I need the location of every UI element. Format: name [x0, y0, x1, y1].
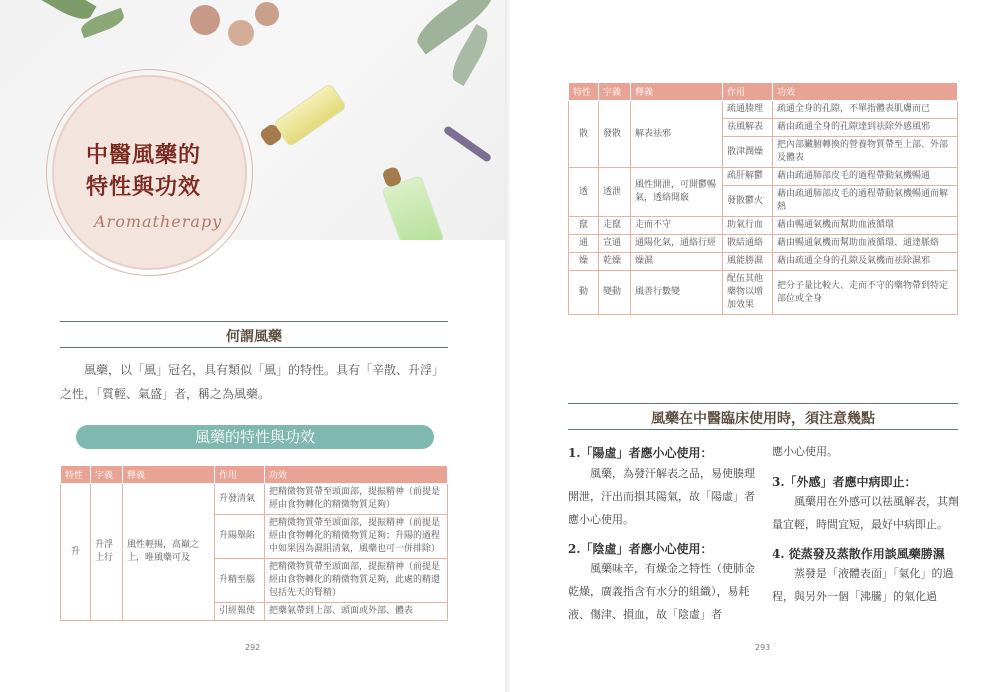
item-2-title: 2.「陰虛」者應小心使用： [568, 542, 713, 556]
section-pill-heading: 風藥的特性與功效 [76, 425, 434, 449]
item-2-continued: 應小心使用。 [772, 445, 838, 458]
script-subtitle: Aromatherapy [94, 212, 223, 231]
meaning-cell: 發散 [599, 101, 631, 168]
meaning-cell: 變動 [599, 271, 631, 315]
table-row [569, 101, 958, 119]
wind-herb-table-left [60, 465, 448, 621]
meaning-cell: 乾燥 [599, 253, 631, 271]
chapter-title-line2: 特性與功效 [86, 174, 202, 200]
explain-cell: 燥濕 [631, 253, 723, 271]
col-header: 釋義 [123, 466, 215, 484]
effect-cell: 把內部臟腑轉換的營養物質帶至上部、外部及體表 [773, 137, 958, 168]
effect-cell: 疏通全身的孔隙，不單指體表肌膚而已 [773, 101, 958, 119]
lavender-decoration [443, 125, 493, 163]
trait-cell: 通 [569, 235, 599, 253]
title-badge [52, 75, 247, 270]
explain-cell: 走而不守 [631, 217, 723, 235]
trait-cell: 燥 [569, 253, 599, 271]
item-4-title: 4. 從蒸發及蒸散作用談風藥勝濕 [772, 547, 945, 561]
effect-cell: 藉由疏通肺部皮毛的過程帶動氣機暢通而解熱 [773, 186, 958, 217]
explain-cell: 解表祛邪 [631, 101, 723, 168]
section-heading: 風藥在中醫臨床使用時，須注意幾點 [651, 411, 875, 427]
effect-cell: 把精微物質帶至頭面部，提振精神（前提是經由食物轉化的精微物質足夠） [265, 484, 448, 515]
item-3-title: 3.「外感」者應中病即止： [772, 475, 917, 489]
table-header-row [61, 466, 448, 484]
action-cell: 疏通腠理 [723, 101, 773, 119]
intro-paragraph: 風藥，以「風」冠名，具有類似「風」的特性。具有「辛散、升浮」之性，「質輕、氣盛」者，稱之為風藥。 [60, 363, 445, 401]
col-header: 特性 [61, 466, 91, 484]
section-rule-bottom [568, 429, 958, 430]
effect-cell: 把精微物質帶至頭面部，提振精神（前提是經由食物轉化的精微物質足夠；升陽的過程中如果因為濕阻清氣，風藥也可一併排除） [265, 515, 448, 559]
meaning-cell: 升浮上行 [91, 484, 123, 621]
effect-cell: 把藥氣帶到上部、頭面或外部、體表 [265, 603, 448, 621]
action-cell: 升發清氣 [215, 484, 265, 515]
trait-cell: 透 [569, 168, 599, 217]
section-rule-top [60, 321, 448, 322]
col-header: 釋義 [631, 83, 723, 101]
effect-cell: 藉由暢通氣機而幫助血液循環、通達脈絡 [773, 235, 958, 253]
leaf-decoration [411, 0, 500, 54]
wind-herb-table-right [568, 82, 958, 315]
effect-cell: 把分子量比較大、走而不守的藥物帶到特定部位或全身 [773, 271, 958, 315]
table-header-row [569, 83, 958, 101]
effect-cell: 藉由疏通全身的孔隙達到祛除外感風邪 [773, 119, 958, 137]
action-cell: 助氣行血 [723, 217, 773, 235]
meaning-cell: 宣通 [599, 235, 631, 253]
meaning-cell: 透泄 [599, 168, 631, 217]
table-row [61, 484, 448, 515]
action-cell: 散津潤燥 [723, 137, 773, 168]
action-cell: 發散鬱火 [723, 186, 773, 217]
action-cell: 祛風解表 [723, 119, 773, 137]
trait-cell: 升 [61, 484, 91, 621]
col-header: 字義 [91, 466, 123, 484]
col-header: 字義 [599, 83, 631, 101]
item-2-body: 風藥味辛，有燥金之特性（使肺金乾燥，廣義指含有水分的組織），易耗液、傷津、損血，故「陰虛」者 [568, 562, 755, 621]
explain-cell: 通陽化氣，通絡行經 [631, 235, 723, 253]
table-row [569, 235, 958, 253]
table-row [569, 271, 958, 315]
table-row [569, 168, 958, 186]
col-header: 特性 [569, 83, 599, 101]
action-cell: 風能勝濕 [723, 253, 773, 271]
effect-cell: 藉由暢通氣機而幫助血液循環 [773, 217, 958, 235]
col-header: 作用 [215, 466, 265, 484]
page-number: 292 [245, 643, 261, 652]
action-cell: 疏肝解鬱 [723, 168, 773, 186]
table-row [569, 217, 958, 235]
table-row [569, 253, 958, 271]
item-1-body: 風藥，為發汗解表之品，易使腠理開泄，汗出而損其陽氣，故「陽虛」者應小心使用。 [568, 467, 755, 526]
item-1-title: 1.「陽虛」者應小心使用： [568, 446, 713, 460]
oil-bottle [273, 83, 348, 148]
action-cell: 散結通絡 [723, 235, 773, 253]
explain-cell: 風性輕揚，高巔之上，唯風藥可及 [123, 484, 215, 621]
explain-cell: 風性開泄，可開鬱暢氣，透絡開竅 [631, 168, 723, 217]
page-number: 293 [755, 643, 771, 652]
effect-cell: 藉由疏通全身的孔隙及氣機而祛除濕邪 [773, 253, 958, 271]
effect-cell: 把精微物質帶至頭面部，提振精神（前提是經由食物轉化的精微物質足夠，此處的精還包括先天的腎精） [265, 559, 448, 603]
col-header: 功效 [265, 466, 448, 484]
chapter-title [86, 139, 201, 203]
right-page [510, 0, 1000, 692]
leaf-decoration [255, 2, 279, 26]
col-header: 作用 [723, 83, 773, 101]
item-4-body: 蒸發是「液體表面」「氣化」的過程，與另外一個「沸騰」的氣化過 [772, 567, 954, 603]
leaf-decoration [228, 20, 254, 46]
action-cell: 引經報使 [215, 603, 265, 621]
item-3-body: 風藥用在外感可以祛風解表，其劑量宜輕，時間宜短，最好中病即止。 [772, 495, 959, 531]
action-cell: 升陽舉陷 [215, 515, 265, 559]
section-rule-top [568, 403, 958, 404]
section-heading: 何謂風藥 [226, 329, 282, 345]
effect-cell: 藉由疏通肺部皮毛的過程帶動氣機暢通 [773, 168, 958, 186]
trait-cell: 竄 [569, 217, 599, 235]
trait-cell: 動 [569, 271, 599, 315]
col-header: 功效 [773, 83, 958, 101]
chapter-title-line1: 中醫風藥的 [86, 142, 202, 168]
explain-cell: 風善行數變 [631, 271, 723, 315]
action-cell: 配伍其他藥物以增加效果 [723, 271, 773, 315]
action-cell: 升精至腦 [215, 559, 265, 603]
trait-cell: 散 [569, 101, 599, 168]
leaf-decoration [190, 5, 220, 35]
section-rule-bottom [60, 347, 448, 348]
meaning-cell: 走竄 [599, 217, 631, 235]
